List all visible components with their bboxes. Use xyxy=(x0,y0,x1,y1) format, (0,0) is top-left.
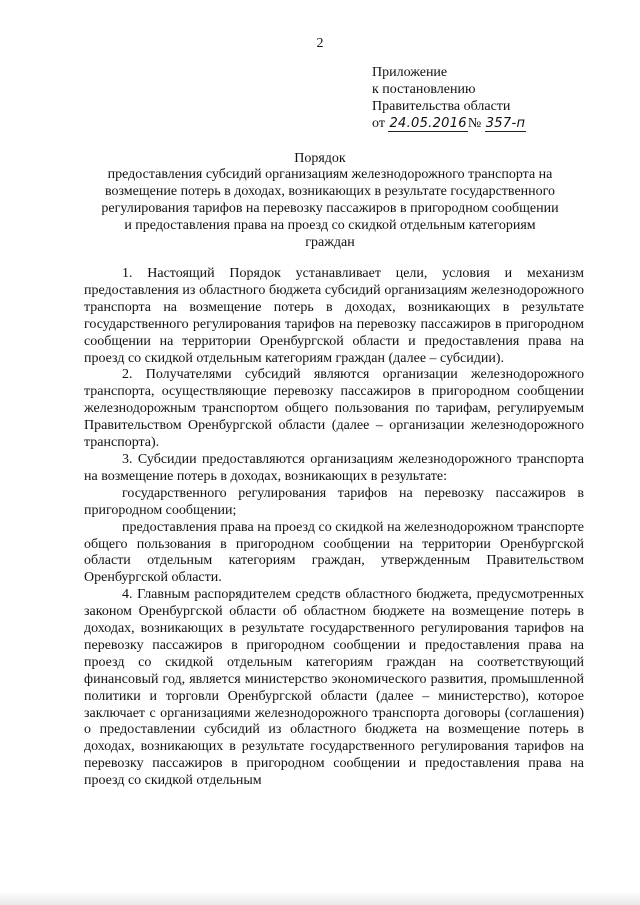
paragraph-1: 1. Настоящий Порядок устанавливает цели, условия и механизм предоставления из областного бюджета субсидий организациям железнодорожного транспорта на возмещение потерь в доходах, возникающих в результате государственного регулирования тарифов на перевозку пассажиров в пригородном сообщении на территории Оренбургской области и предоставления права на проезд со скидкой отдельным категориям граждан (далее – субсидии). xyxy=(84,266,584,366)
subtitle-line: граждан xyxy=(305,235,355,250)
document-body xyxy=(84,266,584,790)
appendix-line-3: Правительства области xyxy=(372,99,511,114)
handwritten-number: 357-п xyxy=(485,116,526,131)
paragraph-3: 3. Субсидии предоставляются организациям железнодорожного транспорта на возмещение потерь в доходах, возникающих в результате: xyxy=(84,451,584,484)
appendix-block xyxy=(372,64,612,132)
subtitle-line: возмещение потерь в доходах, возникающих в результате государственного xyxy=(104,184,556,199)
number-sign: № xyxy=(467,116,482,131)
document-title: Порядок xyxy=(294,151,346,166)
subtitle-line: предоставления субсидий организациям железнодорожного транспорта на xyxy=(107,167,553,182)
subtitle-line: и предоставления права на проезд со скидкой отдельным категориям xyxy=(124,218,536,233)
appendix-line-1: Приложение xyxy=(372,65,448,80)
handwritten-date: 24.05.2016 xyxy=(389,116,467,131)
paragraph-2: 2. Получателями субсидий являются организации железнодорожного транспорта, осуществляющие перевозку пассажиров в пригородном сообщении железнодорожным транспортом общего пользования по тарифам, регулируемым Правительством Оренбургской области (далее – организации железнодорожного транспорта). xyxy=(84,367,584,451)
document-subtitle xyxy=(80,166,580,251)
paragraph-3-item-1: государственного регулирования тарифов на перевозку пассажиров в пригородном сообщении; xyxy=(84,485,584,518)
date-prefix: от xyxy=(372,116,385,131)
appendix-date-line xyxy=(372,115,612,132)
scan-edge xyxy=(0,891,640,905)
subtitle-line: регулирования тарифов на перевозку пассажиров в пригородном сообщении xyxy=(101,201,559,216)
page-number: 2 xyxy=(316,36,324,51)
paragraph-4: 4. Главным распорядителем средств областного бюджета, предусмотренных законом Оренбургской области об областном бюджете на возмещение потерь в доходах, возникающих в результате государственного регулирования тарифов на перевозку пассажиров в пригородном сообщении и предоставления права на проезд со скидкой отдельным категориям граждан на соответствующий финансовый год, является министерство экономического развития, промышленной политики и торговли Оренбургской области (далее – министерство), которое заключает с организациями железнодорожного транспорта договоры (соглашения) о предоставлении субсидий из областного бюджета на возмещение потерь в доходах, возникающих в результате государственного регулирования тарифов на перевозку пассажиров в пригородном сообщении и предоставления права на проезд со скидкой отдельным xyxy=(84,587,584,789)
appendix-line-2: к постановлению xyxy=(372,82,476,97)
paragraph-3-item-2: предоставления права на проезд со скидкой на железнодорожном транспорте общего пользования в пригородном сообщении на территории Оренбургской области отдельным категориям граждан, утвержденным Правительством Оренбургской области. xyxy=(84,519,584,586)
